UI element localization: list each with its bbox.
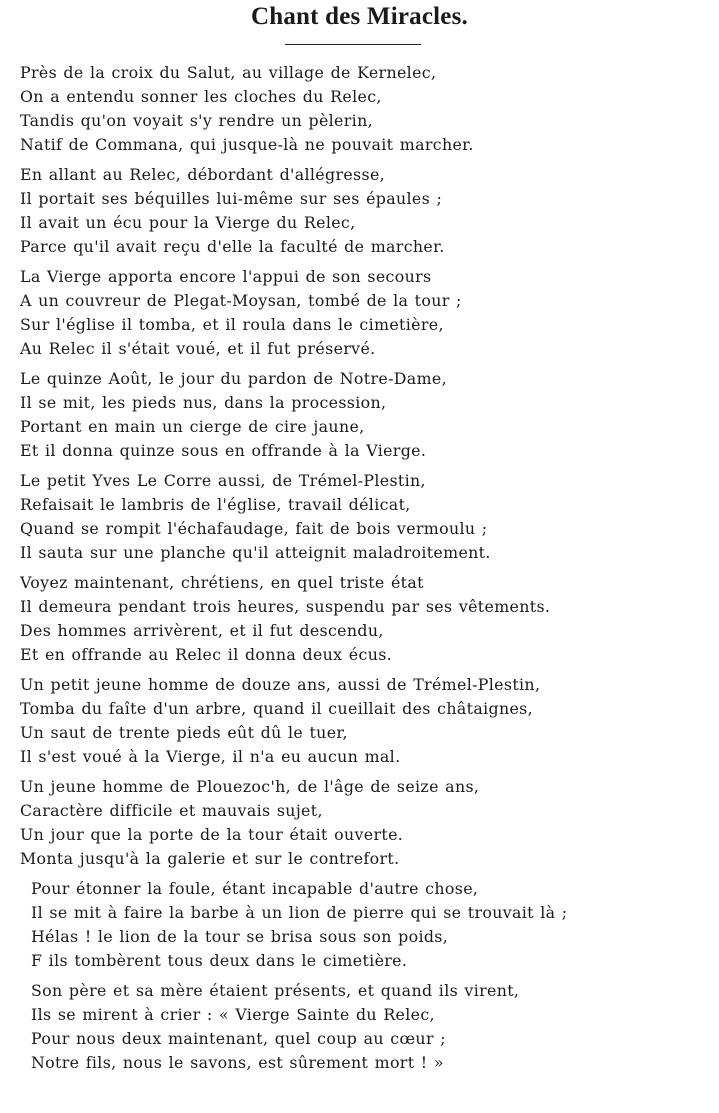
stanza	[0, 265, 719, 361]
verse-line: Parce qu'il avait reçu d'elle la faculté de marcher.	[20, 237, 445, 257]
stanza	[0, 571, 719, 667]
verse-line: Et il donna quinze sous en offrande à la Vierge.	[20, 441, 427, 461]
verse-line: Il se mit, les pieds nus, dans la procession,	[20, 393, 387, 412]
verse-line: Un saut de trente pieds eût dû le tuer,	[20, 723, 348, 742]
verse-line: La Vierge apporta encore l'appui de son secours	[20, 266, 432, 286]
verse-line: Il sauta sur une planche qu'il atteignit maladroitement.	[20, 543, 491, 563]
verse-line: Un jour que la porte de la tour était ouverte.	[20, 824, 404, 844]
stanza	[0, 163, 719, 259]
stanza	[0, 775, 719, 871]
stanza	[0, 673, 719, 769]
verse-line: Monta jusqu'à la galerie et sur le contrefort.	[20, 849, 400, 869]
verse-line: Des hommes arrivèrent, et il fut descendu,	[20, 621, 384, 641]
verse-line: Il demeura pendant trois heures, suspendu par ses vêtements.	[20, 596, 551, 616]
verse-line: Refaisait le lambris de l'église, travail délicat,	[20, 494, 411, 514]
verse-line: Tandis qu'on voyait s'y rendre un pèlerin,	[20, 111, 373, 131]
stanza	[0, 61, 719, 157]
verse-line: Pour étonner la foule, étant incapable d'autre chose,	[31, 878, 479, 898]
verse-line: En allant au Relec, débordant d'allégresse,	[20, 164, 386, 184]
stanza	[0, 979, 719, 1075]
verse-line: F ils tombèrent tous deux dans le cimetière.	[31, 951, 408, 971]
verse-line: Le petit Yves Le Corre aussi, de Trémel-Plestin,	[20, 470, 426, 490]
verse-line: Tomba du faîte d'un arbre, quand il cueillait des châtaignes,	[20, 698, 534, 718]
verse-line: Portant en main un cierge de cire jaune,	[20, 417, 365, 437]
title-rule	[285, 44, 421, 45]
verse-line: Et en offrande au Relec il donna deux écus.	[20, 645, 393, 665]
verse-line: On a entendu sonner les cloches du Relec,	[20, 87, 382, 107]
verse-line: Il s'est voué à la Vierge, il n'a eu aucun mal.	[20, 747, 401, 767]
verse-line: Voyez maintenant, chrétiens, en quel triste état	[20, 572, 424, 592]
verse-line: Il avait un écu pour la Vierge du Relec,	[20, 213, 356, 233]
stanza	[0, 469, 719, 565]
verse-line: Notre fils, nous le savons, est sûrement mort ! »	[31, 1053, 444, 1072]
verse-line: A un couvreur de Plegat-Moysan, tombé de la tour ;	[20, 291, 462, 311]
verse-line: Sur l'église il tomba, et il roula dans le cimetière,	[20, 315, 444, 335]
verse-line: Près de la croix du Salut, au village de Kernelec,	[20, 63, 437, 82]
verse-line: Natif de Commana, qui jusque-là ne pouvait marcher.	[20, 135, 474, 155]
page-title: Chant des Miracles.	[251, 3, 468, 30]
verse-line: Hélas ! le lion de la tour se brisa sous son poids,	[31, 926, 449, 946]
stanza	[0, 367, 719, 463]
verse-line: Il se mit à faire la barbe à un lion de pierre qui se trouvait là ;	[31, 902, 568, 922]
verse-line: Au Relec il s'était voué, et il fut préservé.	[20, 339, 376, 359]
verse-line: Un jeune homme de Plouezoc'h, de l'âge de seize ans,	[20, 776, 480, 796]
verse-line: Un petit jeune homme de douze ans, aussi de Trémel-Plestin,	[20, 674, 541, 694]
verse-line: Quand se rompit l'échafaudage, fait de bois vermoulu ;	[20, 519, 488, 539]
verse-line: Caractère difficile et mauvais sujet,	[20, 800, 323, 820]
poem-body	[0, 61, 719, 1081]
verse-line: Le quinze Août, le jour du pardon de Notre-Dame,	[20, 368, 447, 388]
stanza	[0, 877, 719, 973]
verse-line: Ils se mirent à crier : « Vierge Sainte du Relec,	[31, 1004, 435, 1024]
verse-line: Pour nous deux maintenant, quel coup au cœur ;	[31, 1028, 446, 1048]
verse-line: Son père et sa mère étaient présents, et quand ils virent,	[31, 980, 520, 1000]
verse-line: Il portait ses béquilles lui-même sur ses épaules ;	[20, 189, 443, 209]
